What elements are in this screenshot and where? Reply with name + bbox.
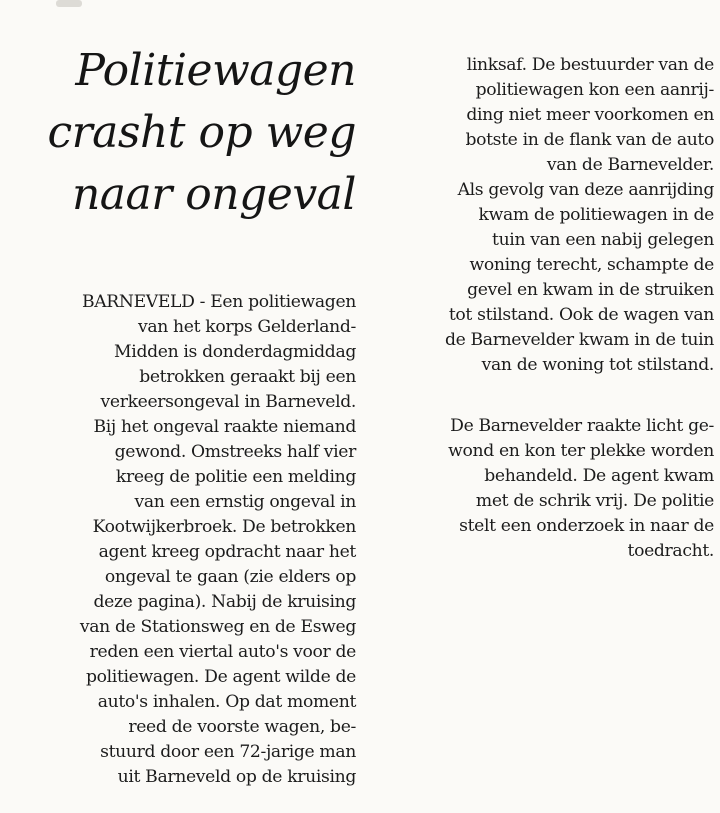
text-line: verkeersongeval in Barneveld. — [100, 392, 356, 412]
text-line: Bij het ongeval raakte niemand — [93, 417, 356, 437]
text-line: ongeval te gaan (zie elders op — [104, 567, 356, 587]
text-line: Als gevolg van deze aanrijding — [457, 180, 714, 200]
article-body-right-p1 — [368, 53, 714, 378]
text-line: woning terecht, schampte de — [469, 255, 714, 275]
scan-artifact — [56, 0, 82, 7]
text-line: van de Barnevelder. — [546, 155, 714, 175]
text-line: stelt een onderzoek in naar de — [459, 516, 714, 536]
text-line: tuin van een nabij gelegen — [492, 230, 714, 250]
text-line: botste in de flank van de auto — [465, 130, 714, 150]
headline — [8, 40, 356, 226]
text-line: uit Barneveld op de kruising — [117, 767, 356, 787]
text-line: gevel en kwam in de struiken — [467, 280, 714, 300]
text-line: auto's inhalen. Op dat moment — [97, 692, 356, 712]
text-line: BARNEVELD - Een politiewagen — [81, 292, 356, 312]
text-line: betrokken geraakt bij een — [139, 367, 356, 387]
text-line: linksaf. De bestuurder van de — [466, 55, 714, 75]
right-column — [368, 53, 714, 564]
text-line: politiewagen. De agent wilde de — [86, 667, 356, 687]
text-line: wond en kon ter plekke worden — [448, 441, 714, 461]
text-line: reden een viertal auto's voor de — [89, 642, 356, 662]
headline-line-1: Politiewagen — [75, 45, 356, 96]
article-body-right-p2 — [368, 414, 714, 564]
text-line: stuurd door een 72-jarige man — [100, 742, 356, 762]
text-line: van een ernstig ongeval in — [134, 492, 356, 512]
text-line: ding niet meer voorkomen en — [466, 105, 714, 125]
headline-line-2: crasht op weg — [47, 107, 356, 158]
text-line: Kootwijkerbroek. De betrokken — [92, 517, 356, 537]
text-line: Midden is donderdagmiddag — [114, 342, 356, 362]
text-line: tot stilstand. Ook de wagen van — [448, 305, 714, 325]
text-line: van de woning tot stilstand. — [481, 355, 714, 375]
headline-line-3: naar ongeval — [71, 169, 356, 220]
text-line: van het korps Gelderland- — [137, 317, 356, 337]
text-line: agent kreeg opdracht naar het — [98, 542, 356, 562]
text-line: met de schrik vrij. De politie — [475, 491, 714, 511]
text-line: kwam de politiewagen in de — [478, 205, 714, 225]
text-line: politiewagen kon een aanrij- — [475, 80, 714, 100]
text-line: gewond. Omstreeks half vier — [114, 442, 356, 462]
text-line: deze pagina). Nabij de kruising — [93, 592, 356, 612]
text-line: de Barnevelder kwam in de tuin — [444, 330, 714, 350]
left-column — [8, 40, 356, 787]
text-line: reed de voorste wagen, be- — [128, 717, 356, 737]
text-line: kreeg de politie een melding — [115, 467, 356, 487]
text-line: toedracht. — [627, 541, 714, 561]
text-line: De Barnevelder raakte licht ge- — [450, 416, 714, 436]
article-body-left — [8, 290, 356, 790]
text-line: van de Stationsweg en de Esweg — [79, 617, 356, 637]
text-line: behandeld. De agent kwam — [484, 466, 714, 486]
